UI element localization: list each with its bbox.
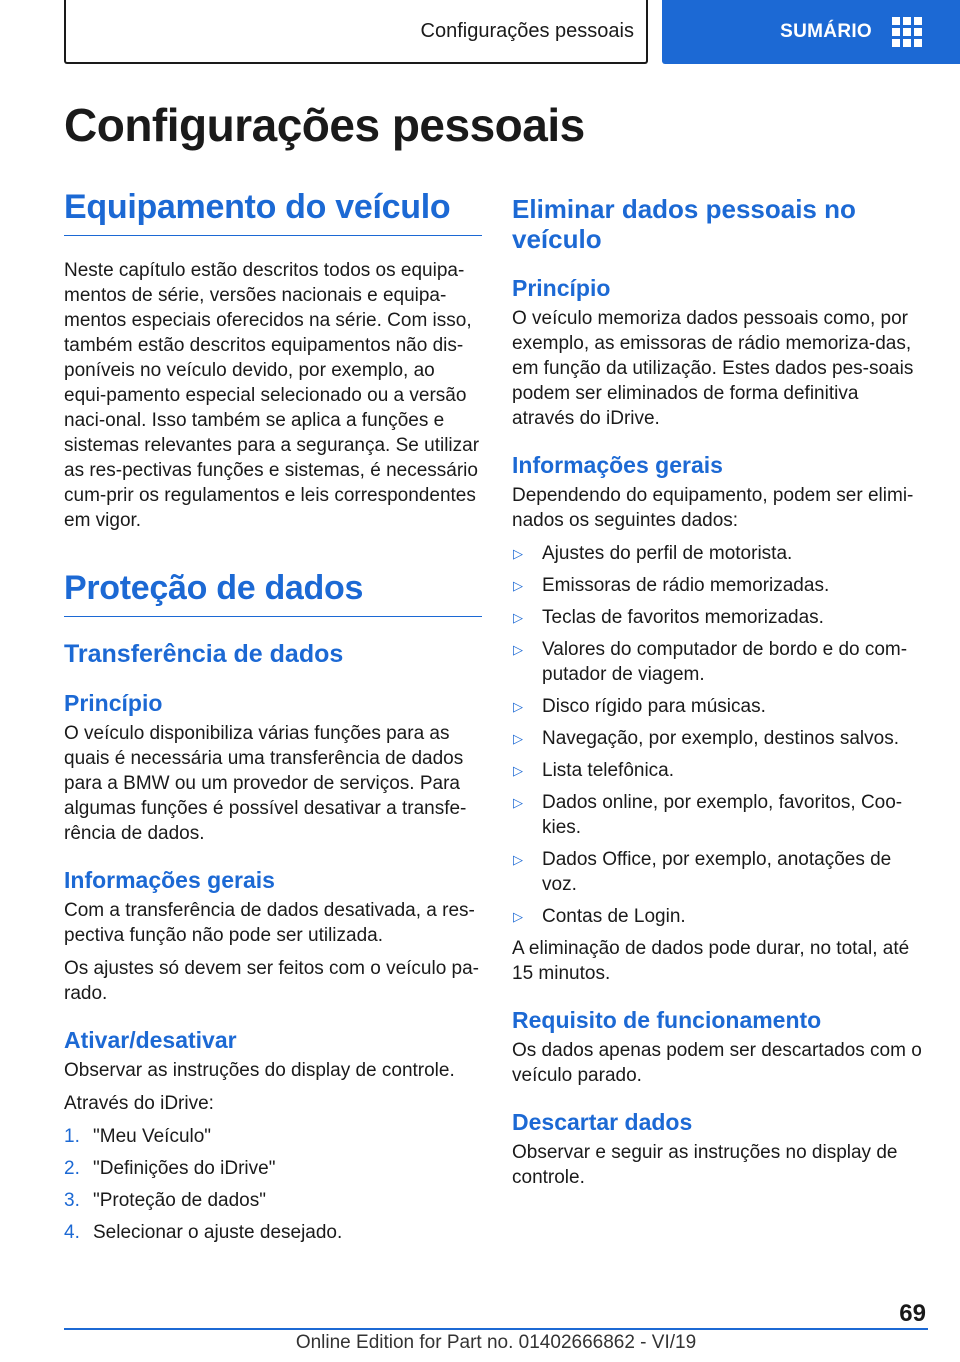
list-item: ▷ Lista telefônica. xyxy=(513,760,675,781)
general-info-paragraph-1: Com a transferência de dados desativada, a res-pectiva função não pode ser utilizada. xyxy=(64,900,475,946)
triangle-right-icon: ▷ xyxy=(513,763,523,778)
requirement-paragraph: Os dados apenas podem ser descartados com o veículo parado. xyxy=(512,1040,922,1086)
triangle-right-icon: ▷ xyxy=(513,731,523,746)
page-number: 69 xyxy=(899,1300,926,1327)
heading-data-protection: Proteção de dados xyxy=(64,569,482,617)
list-item: ▷ Emissoras de rádio memorizadas. xyxy=(513,575,830,596)
general-info-paragraph: Dependendo do equipamento, podem ser elimi-nados os seguintes dados: xyxy=(512,485,914,531)
activate-paragraph-1: Observar as instruções do display de controle. xyxy=(64,1060,455,1081)
triangle-right-icon: ▷ xyxy=(513,795,523,810)
triangle-right-icon: ▷ xyxy=(513,610,523,625)
general-info-paragraph-2: Os ajustes só devem ser feitos com o veículo pa-rado. xyxy=(64,958,480,1004)
heading-principle: Princípio xyxy=(512,275,611,301)
principle-paragraph: O veículo memoriza dados pessoais como, por exemplo, as emissoras de rádio memoriza-das, em função da utilização. Estes dados pes-soais podem ser eliminados de forma definitiva através do iDrive. xyxy=(512,308,914,429)
toc-button-label: SUMÁRIO xyxy=(780,21,872,42)
toc-button[interactable] xyxy=(662,0,960,64)
section-tab-label: Configurações pessoais xyxy=(420,19,634,42)
list-item: 2. "Definições do iDrive" xyxy=(64,1158,276,1179)
heading-delete-personal-data: Eliminar dados pessoais no veículo xyxy=(512,194,856,254)
footer-divider xyxy=(64,1328,928,1330)
left-column xyxy=(64,188,482,1252)
triangle-right-icon: ▷ xyxy=(513,546,523,561)
list-item: ▷ Disco rígido para músicas. xyxy=(513,696,766,717)
list-item: ▷ Ajustes do perfil de motorista. xyxy=(513,543,793,564)
grid-icon xyxy=(892,17,922,47)
triangle-right-icon: ▷ xyxy=(513,578,523,593)
principle-paragraph: O veículo disponibiliza várias funções para as quais é necessária uma transferência de dados para a BMW ou um provedor de serviços. Para algumas funções é possível desativar a transfe-rência de dados. xyxy=(64,723,467,844)
deletable-data-list xyxy=(512,541,924,929)
equipment-paragraph: Neste capítulo estão descritos todos os equipa-mentos de série, versões nacionais e equipa-mentos especiais oferecidos na série. Com isso, também estão descritos equipamentos não dis-poníveis no veículo devido, por exemplo, ao equi-pamento especial selecionado ou a versão naci-onal. Isso também se aplica a funções e sistemas relevantes para a segurança. Se utilizar as res-pectivas funções e sistemas, é necessário cum-prir os regulamentos e leis correspondentes em vigor. xyxy=(64,260,480,531)
list-item: 3. "Proteção de dados" xyxy=(64,1190,266,1211)
heading-activate: Ativar/desativar xyxy=(64,1027,237,1053)
list-item: 4. Selecionar o ajuste desejado. xyxy=(64,1222,343,1243)
footer-edition: Online Edition for Part no. 01402666862 - VI/19 xyxy=(295,1332,697,1353)
triangle-right-icon: ▷ xyxy=(513,909,523,924)
activate-paragraph-2: Através do iDrive: xyxy=(64,1093,214,1114)
list-item: ▷ Dados online, por exemplo, favoritos, Coo-kies. xyxy=(513,792,903,838)
list-item: ▷ Teclas de favoritos memorizadas. xyxy=(513,607,824,628)
page-title: Configurações pessoais xyxy=(64,99,585,151)
list-item: ▷ Contas de Login. xyxy=(513,906,686,927)
steps-list xyxy=(64,1124,482,1245)
heading-requirement: Requisito de funcionamento xyxy=(512,1007,822,1033)
triangle-right-icon: ▷ xyxy=(513,852,523,867)
heading-discard: Descartar dados xyxy=(512,1109,693,1135)
triangle-right-icon: ▷ xyxy=(513,642,523,657)
heading-data-transfer: Transferência de dados xyxy=(64,640,344,668)
list-item: ▷ Dados Office, por exemplo, anotações de voz. xyxy=(513,849,892,895)
right-column xyxy=(512,188,924,1190)
triangle-right-icon: ▷ xyxy=(513,699,523,714)
deletion-time-paragraph: A eliminação de dados pode durar, no total, até 15 minutos. xyxy=(512,938,910,984)
list-item: ▷ Navegação, por exemplo, destinos salvos. xyxy=(513,728,899,749)
list-item: 1. "Meu Veículo" xyxy=(64,1126,212,1147)
heading-general-info: Informações gerais xyxy=(64,867,275,893)
discard-paragraph: Observar e seguir as instruções no display de controle. xyxy=(512,1142,898,1188)
section-tab xyxy=(64,0,648,64)
heading-principle: Princípio xyxy=(64,690,163,716)
heading-equipment: Equipamento do veículo xyxy=(64,188,482,236)
list-item: ▷ Valores do computador de bordo e do com-putador de viagem. xyxy=(513,639,908,685)
heading-general-info: Informações gerais xyxy=(512,452,723,478)
